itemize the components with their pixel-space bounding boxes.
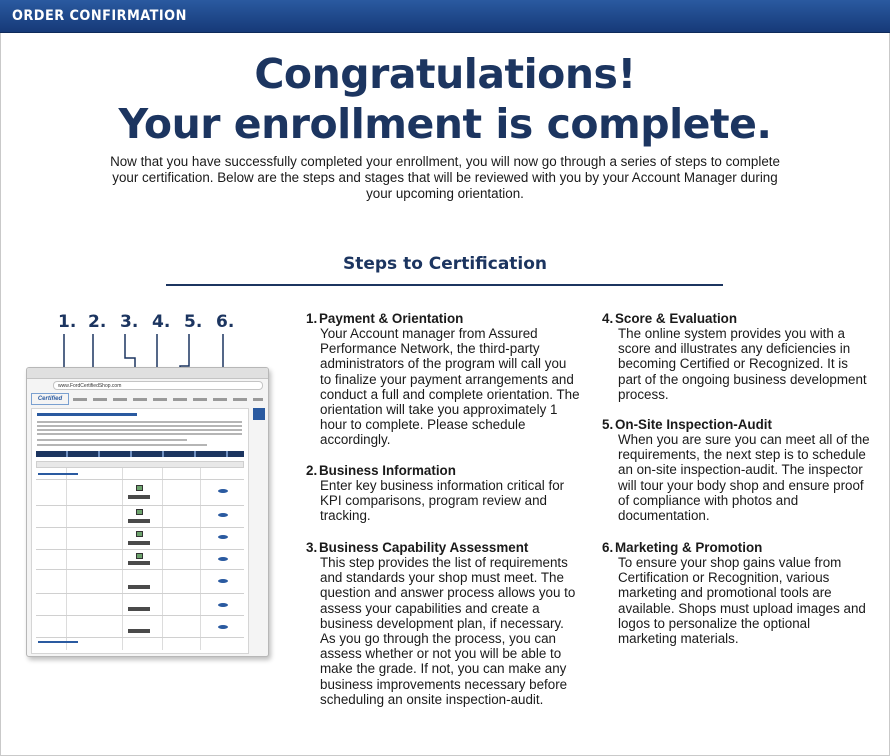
step-heading: Marketing & Promotion	[615, 540, 763, 555]
step-body: Your Account manager from Assured Performance Network, the third-party administrators of the program will call you to finalize your payment arrangements and conduct a full and complete orientation. The orientation will take you approximately 1 hour to complete. Please schedule accordingly.	[320, 326, 580, 448]
step-heading: Business Information	[319, 463, 456, 478]
steps-divider	[166, 284, 723, 286]
headline-line1: Congratulations!	[254, 50, 636, 98]
step-number: 2.	[306, 463, 318, 478]
ford-oval-icon	[218, 535, 228, 539]
certified-logo: Certified	[31, 393, 69, 405]
table-column	[122, 468, 123, 650]
form-tabs	[36, 451, 244, 457]
step-number: 6.	[602, 540, 614, 555]
upload-button	[128, 585, 150, 589]
table-section	[38, 473, 78, 475]
table-row	[36, 527, 244, 528]
header-title: ORDER CONFIRMATION	[12, 8, 187, 24]
table-row	[36, 505, 244, 506]
headline-line2: Your enrollment is complete.	[118, 100, 772, 148]
step-body: To ensure your shop gains value from Certification or Recognition, various marketing and promotional tools are available. Shops must upload images and logos to personalize the optional marketing materials.	[618, 555, 866, 647]
ford-oval-icon	[218, 513, 228, 517]
table-row	[36, 615, 244, 616]
step-body: Enter key business information critical for KPI comparisons, program review and tracking.	[320, 478, 565, 524]
table-column	[66, 468, 67, 650]
step-heading: Business Capability Assessment	[319, 540, 529, 555]
upload-button	[128, 495, 150, 499]
callout-number: 2.	[88, 312, 107, 332]
step-number: 5.	[602, 417, 614, 432]
table-row	[36, 549, 244, 550]
ford-oval-icon	[218, 625, 228, 629]
image-thumb	[136, 531, 143, 537]
step-body: The online system provides you with a score and illustrates any deficiencies in becoming Certified or Recognized. It is part of the ongoing business development process.	[618, 326, 867, 402]
upload-button	[128, 519, 150, 523]
step-1	[306, 311, 581, 451]
table-row	[36, 569, 244, 570]
table-row	[36, 637, 244, 638]
form-title	[37, 413, 137, 416]
step-4	[602, 311, 877, 406]
site-nav	[73, 398, 263, 401]
table-column	[200, 468, 201, 650]
side-badge	[253, 408, 265, 420]
image-thumb	[136, 485, 143, 491]
form-text-line	[37, 433, 242, 435]
step-6	[602, 540, 877, 650]
callout-number: 3.	[120, 312, 139, 332]
table-column	[162, 468, 163, 650]
browser-chrome	[27, 368, 268, 379]
table-header	[36, 461, 244, 468]
ford-oval-icon	[218, 489, 228, 493]
step-2	[306, 463, 581, 527]
step-number: 1.	[306, 311, 318, 326]
application-screenshot	[26, 367, 269, 657]
step-number: 4.	[602, 311, 614, 326]
steps-title: Steps to Certification	[342, 254, 548, 274]
callout-number: 1.	[58, 312, 77, 332]
callout-number: 5.	[184, 312, 203, 332]
ford-oval-icon	[218, 603, 228, 607]
step-heading: Score & Evaluation	[615, 311, 738, 326]
capability-form	[31, 408, 249, 654]
upload-button	[128, 607, 150, 611]
form-text-line	[37, 444, 207, 446]
upload-button	[128, 561, 150, 565]
callout-numbers	[58, 312, 248, 336]
table-row	[36, 593, 244, 594]
form-text-line	[37, 429, 242, 431]
image-thumb	[136, 509, 143, 515]
table-row	[36, 479, 244, 480]
image-thumb	[136, 553, 143, 559]
upload-button	[128, 629, 150, 633]
callout-number: 6.	[216, 312, 235, 332]
step-heading: Payment & Orientation	[319, 311, 464, 326]
step-number: 3.	[306, 540, 318, 555]
site-header	[31, 393, 265, 406]
upload-button	[128, 541, 150, 545]
address-bar: www.FordCertifiedShop.com	[53, 381, 263, 390]
header-bar	[0, 0, 890, 33]
form-text-line	[37, 439, 187, 441]
ford-oval-icon	[218, 557, 228, 561]
form-text-line	[37, 421, 242, 423]
table-section	[38, 641, 78, 643]
step-5	[602, 417, 877, 527]
step-heading: On-Site Inspection-Audit	[615, 417, 772, 432]
callout-number: 4.	[152, 312, 171, 332]
intro-paragraph: Now that you have successfully completed your enrollment, you will now go through a series of steps to complete your certification. Below are the steps and stages that will be reviewed with you by your Account Manager during your upcoming orientation.	[110, 154, 780, 201]
step-body: This step provides the list of requirements and standards your shop must meet. The question and answer process allows you to assess your capabilities and create a business development plan, if necessary. As you go through the process, you can assess whether or not you will be able to make the grade. If not, you can make any business improvements necessary before scheduling an onsite inspection-audit.	[320, 555, 576, 707]
step-body: When you are sure you can meet all of the requirements, the next step is to schedule an on-site inspection-audit. The inspector will tour your body shop and ensure proof of compliance with photos and documentation.	[618, 432, 870, 524]
step-3	[306, 540, 581, 740]
form-text-line	[37, 425, 242, 427]
ford-oval-icon	[218, 579, 228, 583]
